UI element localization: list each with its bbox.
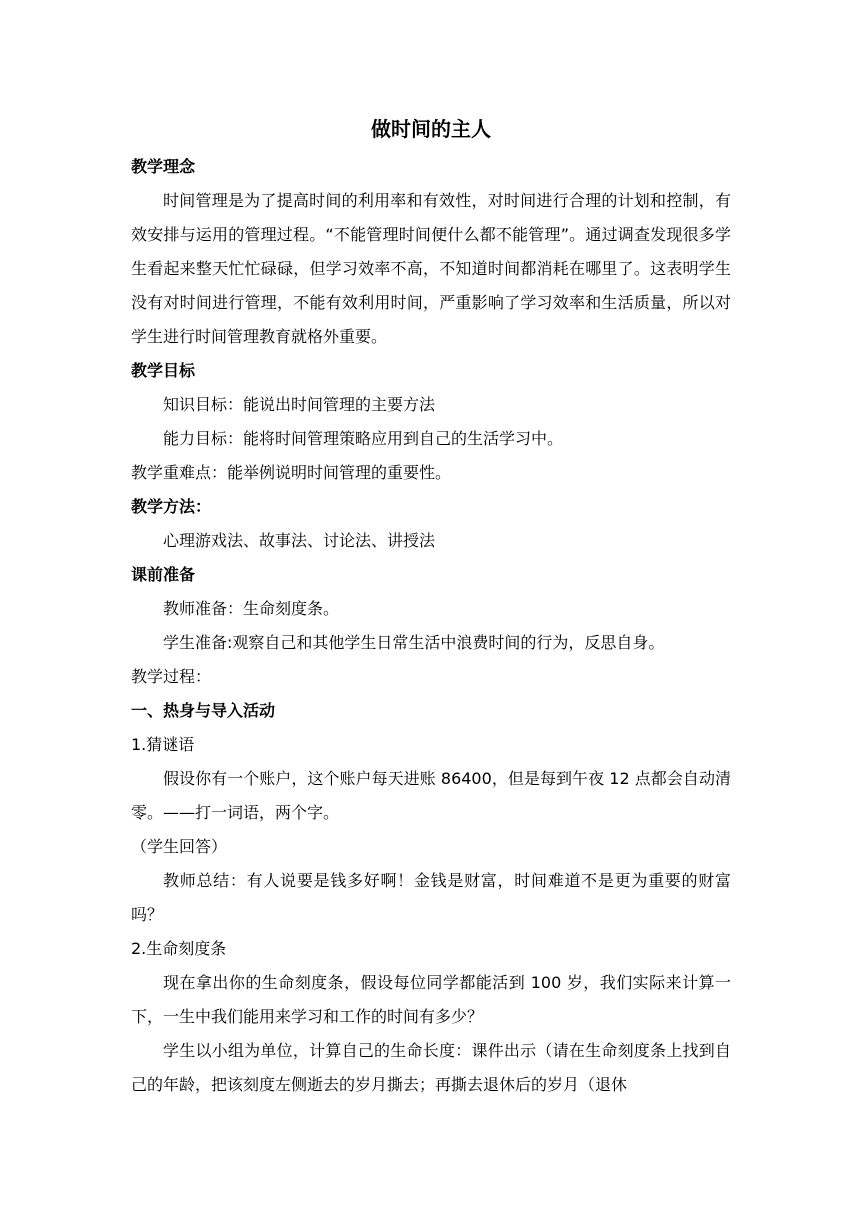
teacher-preparation: 教师准备：生命刻度条。 bbox=[163, 599, 340, 618]
section-heading-teaching-methods: 教学方法： bbox=[131, 497, 212, 516]
section-heading-warmup: 一、热身与导入活动 bbox=[131, 701, 276, 720]
key-difficult-point: 教学重难点：能举例说明时间管理的重要性。 bbox=[131, 463, 452, 482]
paragraph-life-scale-activity: 学生以小组为单位，计算自己的生命长度：课件出示（请在生命刻度条上找到自己的年龄，把该刻度左侧逝去的岁月撕去；再撕去退休后的岁月（退休 bbox=[131, 1041, 731, 1094]
subsection-riddle: 1.猜谜语 bbox=[131, 735, 195, 754]
paragraph-riddle: 假设你有一个账户，这个账户每天进账 86400，但是每到午夜 12 点都会自动清零。——打一词语，两个字。 bbox=[131, 769, 731, 822]
section-heading-teaching-philosophy: 教学理念 bbox=[131, 157, 196, 176]
teaching-methods-list: 心理游戏法、故事法、讨论法、讲授法 bbox=[163, 531, 436, 550]
goal-knowledge: 知识目标：能说出时间管理的主要方法 bbox=[163, 395, 436, 414]
paragraph-teaching-philosophy: 时间管理是为了提高时间的利用率和有效性，对时间进行合理的计划和控制，有效安排与运用的管理过程。“不能管理时间便什么都不能管理”。通过调查发现很多学生看起来整天忙忙碌碌，但学习效率不高，不知道时间都消耗在哪里了。这表明学生没有对时间进行管理，不能有效利用时间，严重影响了学习效率和生活质量，所以对学生进行时间管理教育就格外重要。 bbox=[131, 191, 731, 346]
paragraph-life-scale-intro: 现在拿出你的生命刻度条，假设每位同学都能活到 100 岁，我们实际来计算一下，一生中我们能用来学习和工作的时间有多少？ bbox=[131, 973, 731, 1026]
teaching-process-label: 教学过程： bbox=[131, 667, 212, 686]
document-page bbox=[131, 112, 731, 1102]
subsection-life-scale: 2.生命刻度条 bbox=[131, 939, 227, 958]
document-title: 做时间的主人 bbox=[371, 117, 491, 141]
student-preparation: 学生准备:观察自己和其他学生日常生活中浪费时间的行为，反思自身。 bbox=[163, 633, 665, 652]
section-heading-preparation: 课前准备 bbox=[131, 565, 196, 584]
student-answer-note: （学生回答） bbox=[131, 837, 228, 856]
goal-ability: 能力目标：能将时间管理策略应用到自己的生活学习中。 bbox=[163, 429, 564, 448]
paragraph-teacher-summary: 教师总结：有人说要是钱多好啊！金钱是财富，时间难道不是更为重要的财富吗？ bbox=[131, 871, 731, 924]
section-heading-teaching-goals: 教学目标 bbox=[131, 361, 196, 380]
